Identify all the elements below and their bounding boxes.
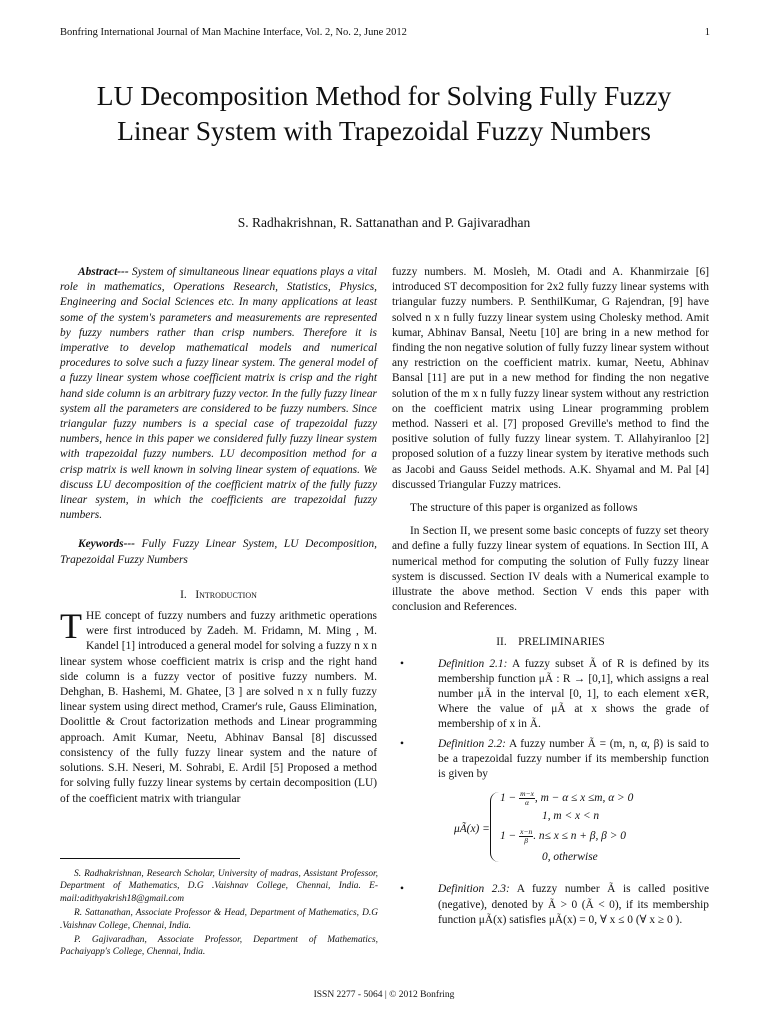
section-heading-introduction [60,588,377,603]
definition-item [392,737,709,783]
abstract-label: Abstract--- [78,266,129,278]
journal-name: Bonfring International Journal of Man Machine Interface, Vol. 2, No. 2, June 2012 [60,27,407,38]
author-list: S. Radhakrishnan, R. Sattanathan and P. Gajivaradhan [237,215,531,230]
section-number: II. [496,636,507,649]
footnote-divider [60,858,240,859]
section-title: PRELIMINARIES [518,636,605,649]
section-heading-preliminaries [392,635,709,650]
definition-label: Definition 2.3: [438,883,510,896]
definition-text: A fuzzy number Ã = (m, n, α, β) is said to be a trapezoidal fuzzy number if its membership function is given by [438,737,710,781]
page-footer: ISSN 2277 - 5064 | © 2012 Bonfring [313,990,455,1000]
equation-lhs: μÃ(x) = [454,823,490,836]
fraction: $\frac{m-x}{\alpha}$ [520,789,534,808]
footnote-item: S. Radhakrishnan, Research Scholar, University of madras, Assistant Professor, Department of Mathematics, D.G .Vaishnav College, Chennai, India. E-mail:adithyakrish18@gmail.com [60,869,378,904]
definition-list [392,882,709,928]
abstract-text: System of simultaneous linear equations plays a vital role in mathematics, Operations Research, Statistics, Physics, Engineering and Social Sciences etc. In many applications at least some of the system's parameters and measurements are represented by fuzzy numbers rather than crisp numbers. Therefore it is imperative to develop mathematical models and numerical procedures to solve such a fuzzy linear system. The general model of a fuzzy linear system whose coefficient matrix is crisp and the right hand side column is an arbitrary fuzzy vector. In the fully fuzzy linear system all the parameters are considered to be fuzzy numbers. Since triangular fuzzy numbers is a special case of trapezoidal fuzzy numbers, hence in this paper we considered fully fuzzy linear system with trapezoidal fuzzy numbers. LU decomposition method for a crisp matrix is well known in solving linear system of equations. We discuss LU decomposition of the coefficient matrix of the fully fuzzy linear system, in which the coefficients are trapezoidal fuzzy numbers. [60,266,377,522]
equation-row: 1, m < x < n [542,810,600,823]
left-column [60,265,377,807]
page-number: 1 [704,27,710,38]
definition-list [392,657,709,783]
equation-row: 1 − $\frac{m-x}{\alpha}$ , m − α ≤ x ≤m, α > 0 [500,789,634,808]
definition-text: A fuzzy number Ã is called positive (negative), denoted by Ã > 0 (Ã < 0), if its membership function μÃ(x) satisfies μÃ(x) = 0, ∀ x ≤ 0 (∀ x ≥ 0 ). [438,883,710,926]
section-number: I. [180,588,187,601]
bullet-icon: • [400,657,404,670]
definition-label: Definition 2.1: [438,657,508,670]
bullet-icon: • [400,737,404,750]
structure-intro: The structure of this paper is organized as follows [410,502,638,515]
introduction-paragraph [60,606,377,807]
equation-row: 1 − $\frac{x-n}{\beta}$ . n≤ x ≤ n + β, β > 0 [500,827,626,846]
footnotes [60,868,378,961]
section-title: Introduction [195,588,257,601]
paper-title: LU Decomposition Method for Solving Fully Fuzzy Linear System with Trapezoidal Fuzzy Numbers [96,80,672,146]
bullet-icon: • [400,883,404,896]
introduction-continued: fuzzy numbers. M. Mosleh, M. Otadi and A. Khanmirzaie [6] introduced ST decomposition for 2x2 fully fuzzy linear systems with triangular fuzzy numbers. P. SenthilKumar, G Rajendran, [9] have solved n x n fully fuzzy linear system using Cholesky method. Amit kumar, Abhinav Bansal, Neetu [10] are bring in a new method for finding the non negative solution of fully fuzzy linear system without any restriction on the coefficient matrix. kumar, Neetu, Abhinav Bansal [11] are put in a new method for finding the non negative solution of the m x n fully fuzzy linear system without any restriction on the coefficient matrix using Linear programming problem method. Nasseri et al. [7] proposed Greville's method to find the positive solution of fully fuzzy linear system. T. Allahyiranloo [2] proposed solution of a fuzzy linear system by iterative methods such as Jacobi and Gauss Seidel methods. A.K. Shyamal and M. Pal [4] discussed Triangular Fuzzy matrices. [392,266,709,491]
definition-text: A fuzzy subset Ã of R is defined by its membership function μÃ : R → [0,1], which assigns a real number μÃ in the interval [0, 1], to each element x∈R, Where the value of μÃ at x shows the grade of membership of x in Ã. [438,657,710,731]
abstract [60,265,377,523]
fraction: $\frac{x-n}{\beta}$ [520,827,533,846]
keywords-label: Keywords--- [78,538,135,551]
equation-brace [490,792,499,862]
definition-item [392,657,709,733]
running-header [60,27,710,38]
structure-text: In Section II, we present some basic concepts of fuzzy set theory and define a fully fuzzy linear system of equations. In Section III, A numerical method for computing the solution of Fully fuzzy linear system is discussed. Section IV deals with a Numerical example to illustrate the above method. Section V ends this paper with conclusion and References. [392,525,709,614]
right-column [392,265,709,932]
definition-label: Definition 2.2: [438,737,506,750]
keywords-text: Fully Fuzzy Linear System, LU Decomposition, Trapezoidal Fuzzy Numbers [60,538,377,566]
definition-item [392,882,709,928]
membership-function-equation [392,790,709,868]
footnote-item: R. Sattanathan, Associate Professor & Head, Department of Mathematics, D.G .Vaishnav College, Chennai, India. [60,908,378,931]
equation-row: 0, otherwise [542,851,598,864]
introduction-text: HE concept of fuzzy numbers and fuzzy arithmetic operations were first introduced by Zadeh. M. Fridamn, M. Ming , M. Kandel [1] introduced a general model for solving a fuzzy n x n linear system whose coefficient matrix is crisp and the right hand side column is a fuzzy vector of positive fuzzy numbers. M. Dehghan, B. Hashemi, M. Ghatee, [3 ] are solved n x n fully fuzzy linear system using direct method, Cramer's rule, Gauss Elimination, Doolittle & Crout factorization methods and Linear programming approach. Amit Kumar, Neetu, Abhinav Bansal [8] discussed consistency of the fully fuzzy linear system and the nature of solutions. S.H. Neseri, M. Sohrabi, E. Ardil [5] Proposed a method for solving fully fuzzy linear systems by certain decomposition (LU) of the coefficient matrix with triangular [60,610,377,805]
keywords [60,537,377,567]
footnote-item: P. Gajivaradhan, Associate Professor, Department of Mathematics, Pachaiyapp's College, Chennai, India. [60,935,378,958]
drop-cap: T [60,606,82,647]
